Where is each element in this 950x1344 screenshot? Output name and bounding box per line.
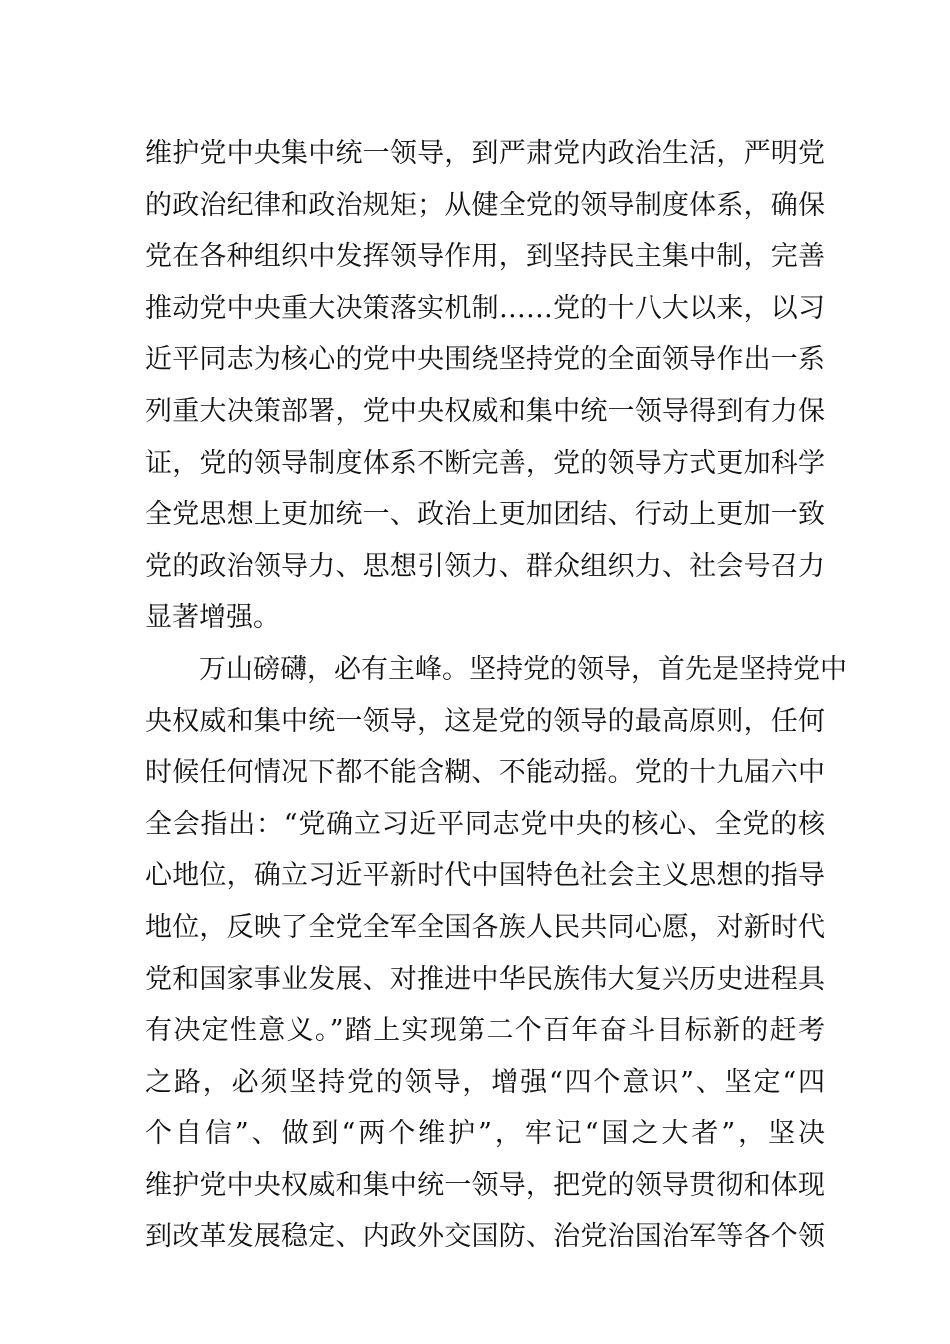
text-line: 的政治纪律和政治规矩；从健全党的领导制度体系，确保 [145, 189, 825, 221]
text-line: 维护党中央集中统一领导，到严肃党内政治生活，严明党 [145, 138, 825, 169]
text-line: 有决定性意义。”踏上实现第二个百年奋斗目标新的赶考 [145, 1015, 825, 1047]
text-line: 党在各种组织中发挥领导作用，到坚持民主集中制，完善 [145, 241, 825, 273]
text-line: 万山磅礴，必有主峰。坚持党的领导，首先是坚持党中 [199, 653, 847, 685]
text-line: 全党思想上更加统一、政治上更加团结、行动上更加一致 [145, 499, 825, 531]
text-line: 心地位，确立习近平新时代中国特色社会主义思想的指导 [145, 860, 825, 892]
text-line: 党和国家事业发展、对推进中华民族伟大复兴历史进程具 [145, 963, 825, 995]
text-line: 之路，必须坚持党的领导，增强“四个意识”、坚定“四 [145, 1066, 825, 1098]
text-line: 党的政治领导力、思想引领力、群众组织力、社会号召力 [145, 550, 825, 582]
text-line: 时候任何情况下都不能含糊、不能动摇。党的十九届六中 [145, 757, 825, 789]
text-line: 显著增强。 [145, 602, 280, 634]
text-line: 维护党中央权威和集中统一领导，把党的领导贯彻和体现 [145, 1169, 825, 1201]
paragraph-1 [145, 128, 825, 644]
text-line: 推动党中央重大决策落实机制……党的十八大以来，以习 [145, 292, 825, 324]
text-line: 全会指出：“党确立习近平同志党中央的核心、全党的核 [145, 808, 825, 840]
text-line: 央权威和集中统一领导，这是党的领导的最高原则，任何 [145, 705, 825, 737]
text-line: 到改革发展稳定、内政外交国防、治党治国治军等各个领 [145, 1221, 825, 1253]
text-line: 近平同志为核心的党中央围绕坚持党的全面领导作出一系 [145, 344, 825, 376]
paragraph-2 [145, 644, 847, 1263]
text-line: 列重大决策部署，党中央权威和集中统一领导得到有力保 [145, 395, 825, 427]
text-line: 个自信”、做到“两个维护”，牢记“国之大者”，坚决 [145, 1118, 825, 1150]
text-line: 地位，反映了全党全军全国各族人民共同心愿，对新时代 [145, 911, 825, 943]
body-text [145, 128, 847, 1263]
text-line: 证，党的领导制度体系不断完善，党的领导方式更加科学 [145, 447, 825, 479]
